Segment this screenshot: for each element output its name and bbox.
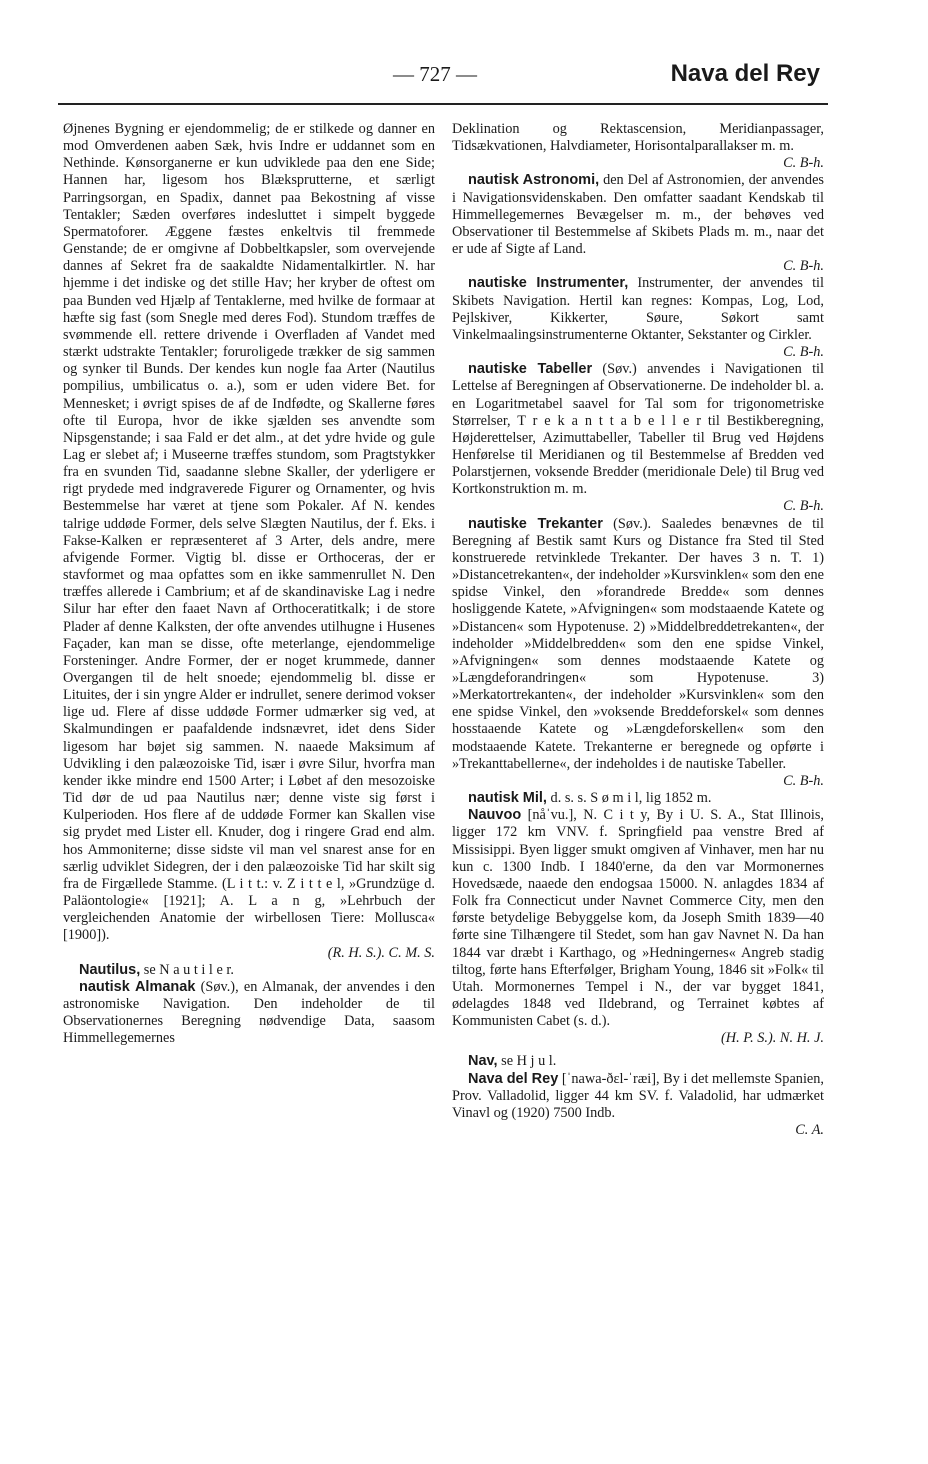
- entry-signature: C. B-h.: [783, 498, 824, 515]
- header-rule: [58, 103, 828, 105]
- entry-body: [nåˈvu.], N. C i t y, By i U. S. A., Stat Illinois, ligger 172 km VNV. f. Springfield paa venstre Bred af Missisippi. Byen ligger smukt omgiven af Vinhaver, men har nu kun c. 1300 Indb. I 1840'erne, da den var Mormonernes Hovedsæde, naaede den endogsaa 15000. N. anlagdes 1834 af Folk fra Connecticut under Navnet Commerce City, men den første betydelige Bebyggelse kom, da Joseph Smith 1839—40 førte sine Tilhængere til Stedet, som han gav Navnet N. Da han 1844 var dræbt i Karthago, og »Hedningernes« Angreb stadig tiltog, førte hans Efterfølger, Brigham Young, 1846 sit »Folk« til Utah. Mormonernes Tempel i N., der var bygget 1841, ødelagdes 1848 ved Ildebrand, og Terrainet købtes af Kommunisten Cabet (s. d.).: [452, 807, 824, 1030]
- entry-body: (Søv.). Saaledes benævnes de til Beregning af Bestik samt Kurs og Distance fra Sted til Sted konstruerede retvinklede Trekanter. Der haves 3 n. T. 1) »Distancetrekanten«, der indeholder »Kursvinklen« som den ene spidse Vinkel, den »forandrede Bredde« som dennes hosliggende Katete, »Afvigningen« som modstaaende Katete og »Distancen« som Hypotenuse. 2) »Middelbreddetrekanten«, der indeholder »Middelbredden« som den ene spidse Vinkel, »Afvigningen« som dennes modstaaende Katete og »Længdeforandringen« som Hypotenuse. 3) »Merkatortrekanten«, der indeholder »Kursvinklen« som den ene spidse Vinkel, den »voksende Breddeforskel« som dennes hosstaaende Katete og »Længdeforskellen« som den modstaaende Katete. Trekanterne er beregnede og opførte i »Trekanttabellerne«, der indeholdes i de nautiske Tabeller.: [452, 515, 824, 772]
- entry-signature: C. B-h.: [783, 258, 824, 275]
- entry-signature: C. B-h.: [783, 344, 824, 361]
- entry-continuation: [452, 121, 824, 172]
- entry-body: [ˈnawa-ðɛl-ˈræi], By i det mellemste Spanien, Prov. Valladolid, ligger 44 km SV. f. Valadolid, har udmærket Vinavl og (1920) 7500 Indb.: [452, 1070, 824, 1121]
- entry-nautiske-tabeller: [452, 361, 824, 515]
- entry-body: Instrumenter, der anvendes til Skibets Navigation. Hertil kan regnes: Kompas, Log, Lod, Pejlskiver, Kikkerter, Søure, Søkort samt Vinkelmaalingsinstrumenterne Oktanter, Sekstanter og Cirkler.: [452, 275, 824, 343]
- entry-body: (Søv.), en Almanak, der anvendes i den astronomiske Navigation. Den indeholder de til Observationernes Beregning nødvendige Data, saasom Himmellegemernes: [63, 978, 435, 1047]
- page-number: — 727 —: [393, 62, 477, 86]
- entry-headword: nautisk Almanak: [79, 978, 196, 995]
- entry-signature: C. A.: [795, 1122, 824, 1139]
- entry-headword: nautisk Astronomi,: [468, 172, 600, 189]
- entry-headword: Nauvoo: [468, 807, 522, 824]
- entry-nautiske-trekanter: [452, 516, 824, 791]
- entry-nautilus: [63, 962, 435, 979]
- entry-nautisk-astronomi: [452, 172, 824, 275]
- entry-body: d. s. s. S ø m i l, lig 1852 m.: [546, 790, 712, 807]
- entry-nav: [452, 1053, 824, 1070]
- entry-signature: (H. P. S.). N. H. J.: [721, 1030, 824, 1047]
- entry-headword: nautiske Instrumenter,: [468, 275, 629, 292]
- entry-nauvoo: [452, 807, 824, 1047]
- entry-body: (Søv.) anvendes i Navigationen til Lettelse af Beregningen af Observationerne. De indeholder bl. a. en Logaritmetabel saavel for Tal som for trigonometriske Størrelser, T r e k a n t t a b e l l e r til Bestikberegning, Højderettelser, Azimuttabeller, Tabeller til Brug ved Højdens Henførelse til Meridianen og til Bestemmelse af Bredden ved Polarstjernen, voksende Bredder (meridionale Dele) til Brug ved Kortkonstruktion m. m.: [452, 361, 824, 498]
- entry-body: Deklination og Rektascension, Meridianpassager, Tidsækvationen, Halvdiameter, Horisontalparallakser m. m.: [452, 121, 824, 155]
- entry-headword: Nava del Rey: [468, 1070, 559, 1087]
- right-column: [452, 121, 824, 1139]
- entry-signature: C. B-h.: [783, 772, 824, 789]
- entry-signature: (R. H. S.). C. M. S.: [327, 944, 435, 961]
- entry-headword: Nautilus,: [79, 961, 141, 978]
- entry-body: se N a u t i l e r.: [140, 961, 234, 978]
- entry-signature: C. B-h.: [783, 155, 824, 172]
- entry-nautisk-mil: [452, 790, 824, 807]
- entry-headword: Nav,: [468, 1053, 498, 1070]
- entry-body: den Del af Astronomien, der anvendes i Navigationsvidenskaben. Den omfatter saadant Kendskab til Himmellegemernes Bevægelser m. m., der behøves ved Observationer til Bestemmelse af Skibets Plads m. m., naar det er ude af Sigte af Land.: [452, 172, 824, 258]
- running-head: Nava del Rey: [670, 60, 820, 87]
- page-header: [0, 60, 928, 96]
- entry-body: Øjnenes Bygning er ejendommelig; de er stilkede og danner en mod Omverdenen aaben Sæk, hvis Indre er uddannet som en Nethinde. Kønsorganerne er kun udviklede paa den ene Side; Hannen har, ligesom hos Blæksprutterne, et særligt Parringsorgan, en Spadix, dannet paa Bekostning af visse Tentakler; Sæden overføres indesluttet i simpelt byggede Spermatoforer. Æggene fæstes enkeltvis til fremmede Genstande; de er omgivne af Dobbeltkapsler, som overvejende dannes af Sekret fra de saakaldte Nidamentalkirtler. N. har hjemme i det indiske og det stille Hav; her kryber de oftest om paa Bunden ved Hjælp af Tentaklerne, med hvilke de formaar at hæfte sig fast (som Snegle med deres Fod). Stundom træffes de svømmende ell. rettere drivende i Overfladen af Vandet med stærkt udstrakte Tentakler; foruroligede trækker de sig sammen og synker til Bunds. Der kendes kun nogle faa Arter (Nautilus pompilius, umbilicatus o. a.), som er uden videre Bet. for Mennesket; i øvrigt spises de af de Indfødte, og Skallerne føres ofte til Europa, hvor de ikke sjælden ses anvendte som Nipsgenstande; i saa Fald er det alm., at det ydre hvide og gule Lag er slebet af; i Museerne træffes stundom, som Pragtstykker fra en svunden Tid, saadanne slebne Skaller, der yderligere er rigt prydede med indgraverede Figurer og Ornamenter, og hvis Bestemmelse har været at tjene som Pokaler. Af N. kendes talrige uddøde Former, dels selve Slægten Nautilus, der f. Eks. i Fakse-Kalken er repræsenteret af 3 Arter, dels andre, mere afvigende Former. Vigtig bl. disse er Orthoceras, der er stavformet og maa opfattes som en ikke sammenrullet N. Den træffes allerede i Cambrium; et af de skandinaviske Lag i nedre Silur har efter den faaet Navn af Orthoceratitkalk; i de store Plader af denne Kalksten, der ofte anvendes utilhugne i Husenes Façader, kan man se disse, ofte meterlange, ejendommelige Forsteninger. Andre Former, der er noget krummede, danner Overgangen til de helt snoede; ejendommelig bl. disse er Lituites, der i sin yngre Alder er indrullet, senere derimod vokser lige ud. Flere af disse uddøde Former udmærker sig ved, at Skalmundingen er paafaldende indsnævret, idet dens Sider ligesom har bøjet sig sammen. N. naaede Maksimum af Udvikling i den palæozoiske Tid, især i øvre Silur, hvorfra man kender ikke mindre end 1500 Arter; i Løbet af den mesozoiske Tid dør de ud paa Nautilus nær; denne viste sig først i Kulperioden. Hos flere af de uddøde Former kan Skallen vise sig prydet med Lister ell. Knuder, dog i ringere Grad end alm. hos Ammoniterne; disse sidste vil man vel snarest anse for en særlig udviklet Sidegren, der i den palæozoiske Tid har skilt sig fra de Firgællede Stamme. (L i t t.: v. Z i t t e l, »Grundzüge d. Paläontologie« [1921]; A. L a n g, »Lehrbuch der vergleichenden Anatomie der wirbellosen Tiere: Mollusca« [1900]).: [63, 121, 435, 944]
- entry-nautiske-instrumenter: [452, 275, 824, 361]
- entry-headword: nautisk Mil,: [468, 790, 547, 807]
- entry-headword: nautiske Tabeller: [468, 361, 593, 378]
- left-column: [63, 121, 435, 1047]
- entry-nautisk-almanak: [63, 979, 435, 1048]
- entry-body: se H j u l.: [497, 1053, 557, 1070]
- entry-headword: nautiske Trekanter: [468, 515, 603, 532]
- entry-nava-del-rey: [452, 1071, 824, 1140]
- entry-continuation: [63, 121, 435, 962]
